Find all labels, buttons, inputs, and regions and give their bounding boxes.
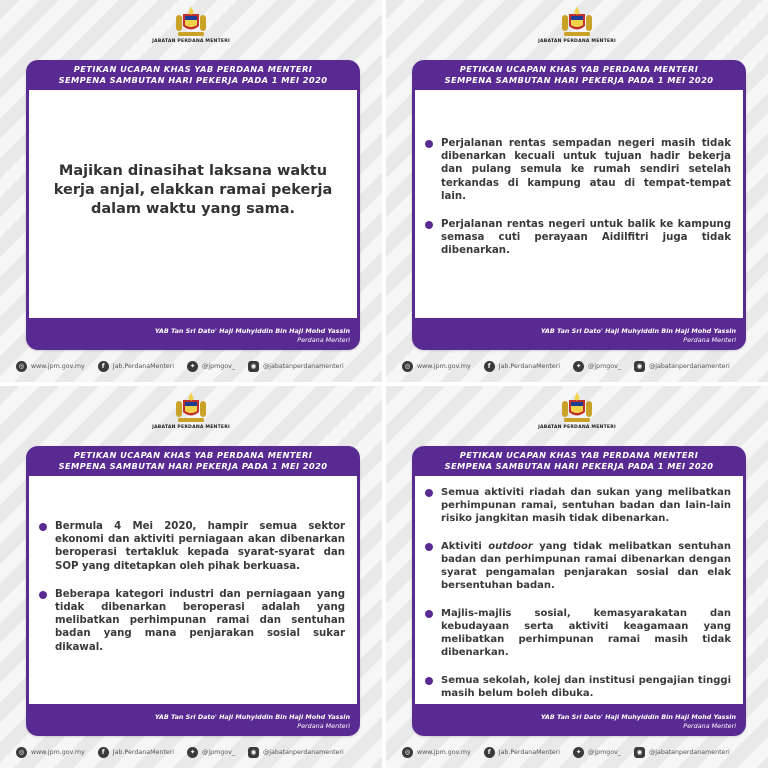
list-item: Majlis-majlis sosial, kemasyarakatan dan kebudayaan serta aktiviti keagamaan yang melibatkan perhimpunan ramai masih tidak dibenarkan. (441, 608, 731, 658)
speaker-name: YAB Tan Sri Dato' Haji Muhyiddin Bin Haji Mohd Yassin (154, 713, 350, 721)
social-bar (402, 746, 762, 758)
quote-card (412, 60, 746, 350)
quote-card (26, 60, 360, 350)
card-header (26, 60, 360, 90)
instagram-icon: ◉ (248, 361, 259, 372)
twitter-link[interactable]: ✦ @jpmgov_ (573, 361, 621, 372)
agency-label: JABATAN PERDANA MENTERI (152, 425, 230, 430)
website-link[interactable]: ◎ www.jpm.gov.my (402, 361, 471, 372)
instagram-icon: ◉ (248, 747, 259, 758)
website-link[interactable]: ◎ www.jpm.gov.my (16, 361, 85, 372)
coat-of-arms-icon (558, 6, 596, 38)
agency-label: JABATAN PERDANA MENTERI (538, 425, 616, 430)
jpm-crest (532, 392, 622, 430)
quote-card (412, 446, 746, 736)
twitter-icon: ✦ (187, 747, 198, 758)
header-title-line2: SEMPENA SAMBUTAN HARI PEKERJA PADA 1 MEI 2020 (58, 75, 328, 85)
header-title-line1: PETIKAN UCAPAN KHAS YAB PERDANA MENTERI (73, 450, 313, 460)
bullet-list (415, 486, 743, 715)
facebook-icon: f (98, 361, 109, 372)
globe-icon: ◎ (402, 747, 413, 758)
social-bar (16, 360, 376, 372)
card-footer (155, 712, 350, 731)
header-title-line1: PETIKAN UCAPAN KHAS YAB PERDANA MENTERI (459, 64, 699, 74)
bullet-list (415, 137, 743, 273)
card-footer (541, 712, 736, 731)
card-footer (155, 326, 350, 345)
card-header (412, 60, 746, 90)
card-body (29, 90, 357, 318)
card-header (412, 446, 746, 476)
jpm-crest (146, 392, 236, 430)
header-title-line1: PETIKAN UCAPAN KHAS YAB PERDANA MENTERI (459, 450, 699, 460)
twitter-icon: ✦ (573, 747, 584, 758)
speaker-name: YAB Tan Sri Dato' Haji Muhyiddin Bin Haji Mohd Yassin (540, 327, 736, 335)
twitter-link[interactable]: ✦ @jpmgov_ (187, 747, 235, 758)
facebook-icon: f (484, 361, 495, 372)
facebook-link[interactable]: f Jab.PerdanaMenteri (98, 747, 174, 758)
speaker-title: Perdana Menteri (297, 722, 350, 730)
list-item: Bermula 4 Mei 2020, hampir semua sektor ekonomi dan aktiviti perniagaan akan dibenarkan beroperasi tertakluk kepada syarat-syarat dan SOP yang ditetapkan oleh pihak berkuasa. (55, 521, 345, 572)
social-bar (402, 360, 762, 372)
globe-icon: ◎ (16, 361, 27, 372)
globe-icon: ◎ (16, 747, 27, 758)
agency-label: JABATAN PERDANA MENTERI (152, 39, 230, 44)
list-item: Semua sekolah, kolej dan institusi pengajian tinggi masih belum boleh dibuka. (441, 675, 731, 699)
facebook-link[interactable]: f Jab.PerdanaMenteri (484, 747, 560, 758)
quote-card (26, 446, 360, 736)
speaker-title: Perdana Menteri (297, 336, 350, 344)
social-bar (16, 746, 376, 758)
card-body (415, 90, 743, 318)
infographic-panel-3 (0, 386, 382, 768)
facebook-link[interactable]: f Jab.PerdanaMenteri (98, 361, 174, 372)
card-header (26, 446, 360, 476)
globe-icon: ◎ (402, 361, 413, 372)
speaker-name: YAB Tan Sri Dato' Haji Muhyiddin Bin Haji Mohd Yassin (154, 327, 350, 335)
instagram-link[interactable]: ◉ @jabatanperdanamenteri (634, 747, 730, 758)
website-link[interactable]: ◎ www.jpm.gov.my (402, 747, 471, 758)
list-item: Beberapa kategori industri dan perniagaan yang tidak dibenarkan beroperasi adalah yang melibatkan perhimpunan ramai dan sentuhan badan yang mana penjarakan sosial sukar dikawal. (55, 588, 345, 653)
list-item: Perjalanan rentas sempadan negeri masih tidak dibenarkan kecuali untuk tujuan hadir bekerja dan pulang semula ke rumah sendiri setelah terkandas di kampung atau di tempat-tempat lain. (441, 138, 731, 202)
header-title-line2: SEMPENA SAMBUTAN HARI PEKERJA PADA 1 MEI 2020 (444, 461, 714, 471)
infographic-panel-4 (386, 386, 768, 768)
list-item: Perjalanan rentas negeri untuk balik ke kampung semasa cuti perayaan Aidilfitri juga tidak dibenarkan. (441, 219, 731, 257)
instagram-link[interactable]: ◉ @jabatanperdanamenteri (248, 747, 344, 758)
bullet-list (29, 520, 357, 669)
infographic-panel-1 (0, 0, 382, 382)
website-link[interactable]: ◎ www.jpm.gov.my (16, 747, 85, 758)
header-title-line1: PETIKAN UCAPAN KHAS YAB PERDANA MENTERI (73, 64, 313, 74)
instagram-icon: ◉ (634, 747, 645, 758)
coat-of-arms-icon (558, 392, 596, 424)
twitter-link[interactable]: ✦ @jpmgov_ (573, 747, 621, 758)
card-footer (541, 326, 736, 345)
instagram-link[interactable]: ◉ @jabatanperdanamenteri (248, 361, 344, 372)
coat-of-arms-icon (172, 6, 210, 38)
jpm-crest (146, 6, 236, 44)
coat-of-arms-icon (172, 392, 210, 424)
quote-text: Majikan dinasihat laksana waktu kerja anjal, elakkan ramai pekerja dalam waktu yang sama. (53, 163, 333, 217)
speaker-name: YAB Tan Sri Dato' Haji Muhyiddin Bin Haji Mohd Yassin (540, 713, 736, 721)
instagram-icon: ◉ (634, 361, 645, 372)
list-item: Aktiviti outdoor yang tidak melibatkan sentuhan badan dan perhimpunan ramai dibenarkan dengan syarat pengamalan penjarakan sosial dan elak bersentuhan badan. (441, 541, 731, 591)
header-title-line2: SEMPENA SAMBUTAN HARI PEKERJA PADA 1 MEI 2020 (444, 75, 714, 85)
card-body (415, 476, 743, 704)
instagram-link[interactable]: ◉ @jabatanperdanamenteri (634, 361, 730, 372)
card-body (29, 476, 357, 704)
facebook-icon: f (484, 747, 495, 758)
jpm-crest (532, 6, 622, 44)
twitter-icon: ✦ (573, 361, 584, 372)
facebook-link[interactable]: f Jab.PerdanaMenteri (484, 361, 560, 372)
list-item: Semua aktiviti riadah dan sukan yang melibatkan perhimpunan ramai, sentuhan badan dan lain-lain risiko jangkitan masih tidak dibenarkan. (441, 487, 731, 524)
twitter-link[interactable]: ✦ @jpmgov_ (187, 361, 235, 372)
header-title-line2: SEMPENA SAMBUTAN HARI PEKERJA PADA 1 MEI 2020 (58, 461, 328, 471)
speaker-title: Perdana Menteri (683, 336, 736, 344)
agency-label: JABATAN PERDANA MENTERI (538, 39, 616, 44)
infographic-panel-2 (386, 0, 768, 382)
speaker-title: Perdana Menteri (683, 722, 736, 730)
facebook-icon: f (98, 747, 109, 758)
twitter-icon: ✦ (187, 361, 198, 372)
